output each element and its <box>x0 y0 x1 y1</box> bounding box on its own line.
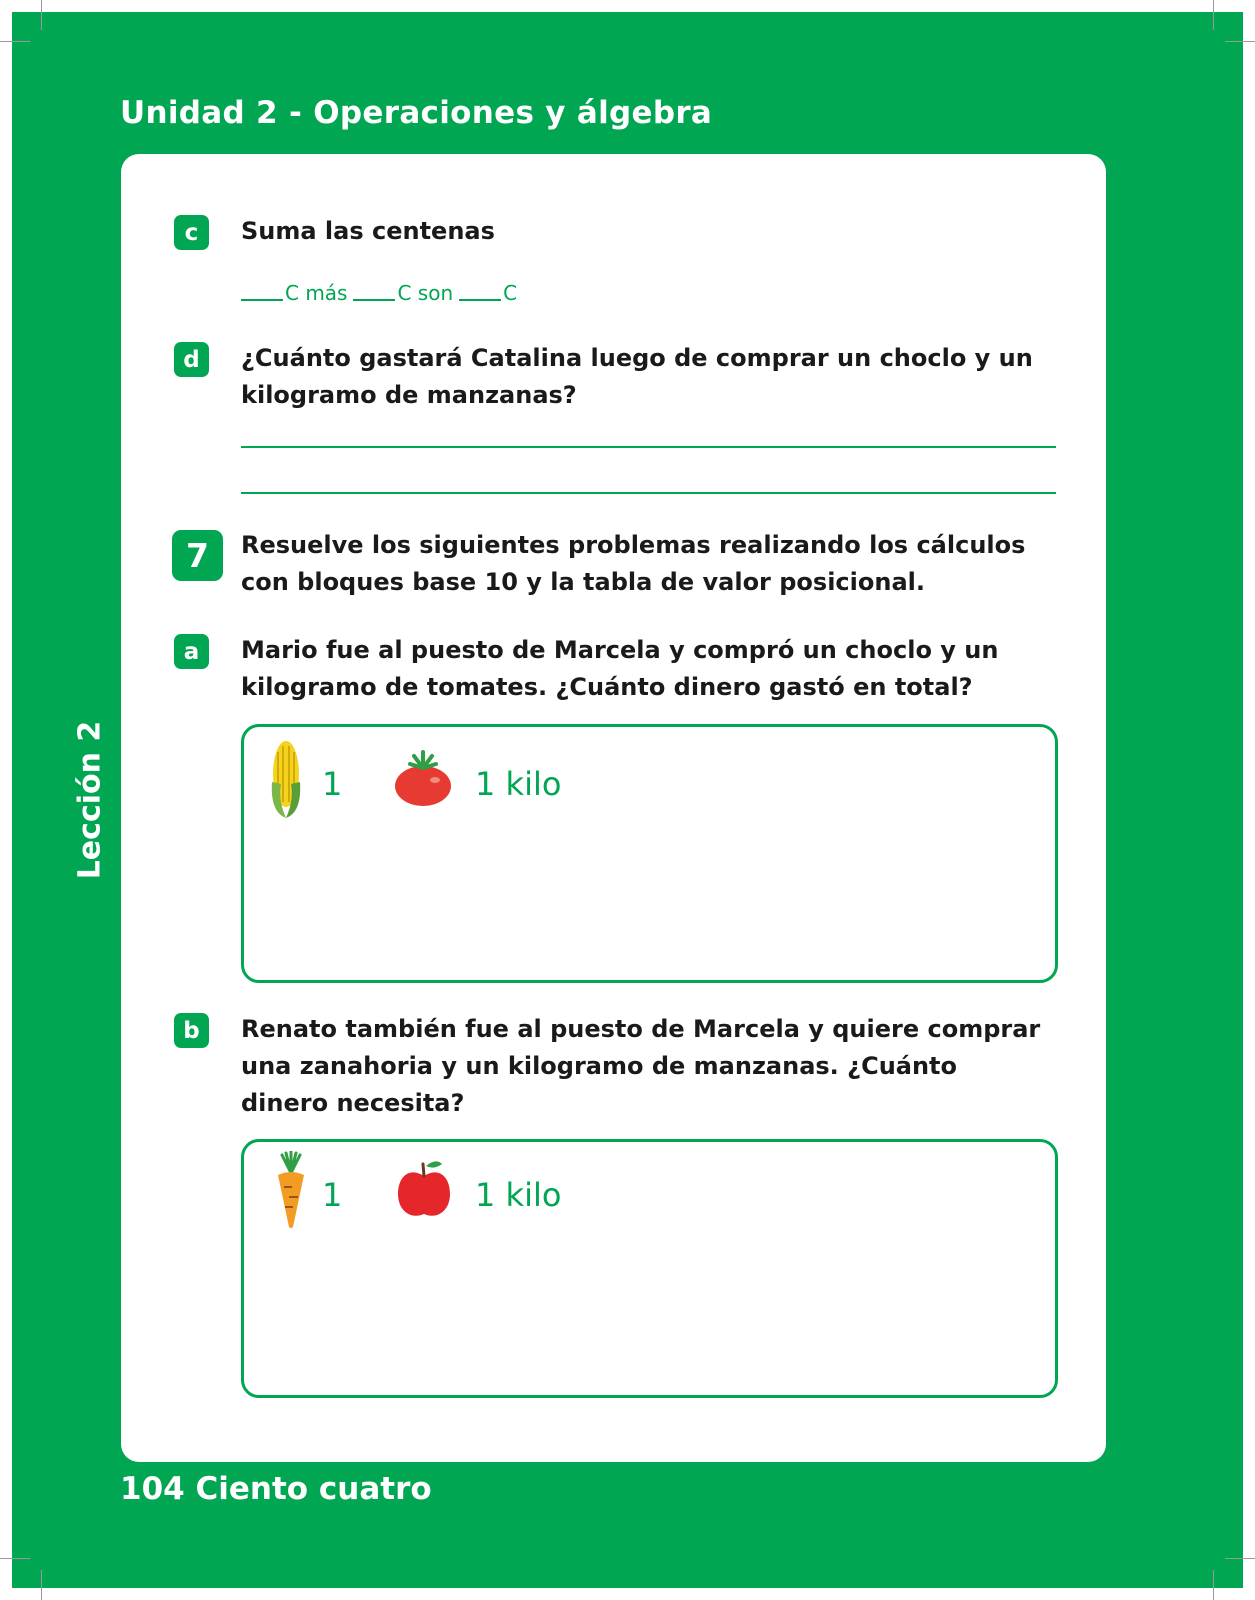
question-c-text: Suma las centenas <box>241 217 495 245</box>
answer-box-b[interactable] <box>241 1139 1058 1398</box>
crop-mark <box>1225 41 1255 42</box>
blank-label: C más <box>285 281 348 305</box>
crop-mark <box>0 1558 30 1559</box>
question-b-text: Renato también fue al puesto de Marcela y quiere comprar una zanahoria y un kilogramo de manzanas. ¿Cuánto dinero necesita? <box>241 1015 1041 1117</box>
corn-quantity: 1 <box>322 765 343 803</box>
tomato-icon <box>392 750 454 808</box>
answer-blank[interactable] <box>459 299 501 301</box>
apple-icon <box>396 1158 452 1220</box>
crop-mark <box>1225 1558 1255 1559</box>
page-number: 104 Ciento cuatro <box>120 1471 432 1507</box>
answer-box-a[interactable] <box>241 724 1058 983</box>
question-d-text: ¿Cuánto gastará Catalina luego de comprar un choclo y un kilogramo de manzanas? <box>241 344 1033 409</box>
question-7-text: Resuelve los siguientes problemas realizando los cálculos con bloques base 10 y la tabla de valor posicional. <box>241 531 1026 596</box>
carrot-icon <box>274 1151 308 1229</box>
question-b-badge: b <box>174 1013 209 1048</box>
unit-title: Unidad 2 - Operaciones y álgebra <box>120 95 713 131</box>
crop-mark <box>1213 1570 1214 1600</box>
question-7-badge: 7 <box>172 530 223 581</box>
carrot-quantity: 1 <box>322 1176 343 1214</box>
tomato-quantity: 1 kilo <box>475 765 562 803</box>
question-a-badge: a <box>174 634 209 669</box>
crop-mark <box>1213 0 1214 30</box>
question-c-badge: c <box>174 215 209 250</box>
question-d-badge: d <box>174 342 209 377</box>
answer-line[interactable] <box>241 492 1056 494</box>
apple-quantity: 1 kilo <box>475 1176 562 1214</box>
blank-label: C son <box>397 281 454 305</box>
answer-blank[interactable] <box>353 299 395 301</box>
corn-icon <box>266 738 306 820</box>
crop-mark <box>0 41 30 42</box>
crop-mark <box>41 0 42 30</box>
lesson-label: Lección 2 <box>72 720 108 880</box>
question-a-text: Mario fue al puesto de Marcela y compró un choclo y un kilogramo de tomates. ¿Cuánto dinero gastó en total? <box>241 636 999 701</box>
answer-blank[interactable] <box>241 299 283 301</box>
answer-line[interactable] <box>241 446 1056 448</box>
hundreds-sum-blanks <box>241 281 523 305</box>
blank-label: C <box>503 281 518 305</box>
crop-mark <box>41 1570 42 1600</box>
